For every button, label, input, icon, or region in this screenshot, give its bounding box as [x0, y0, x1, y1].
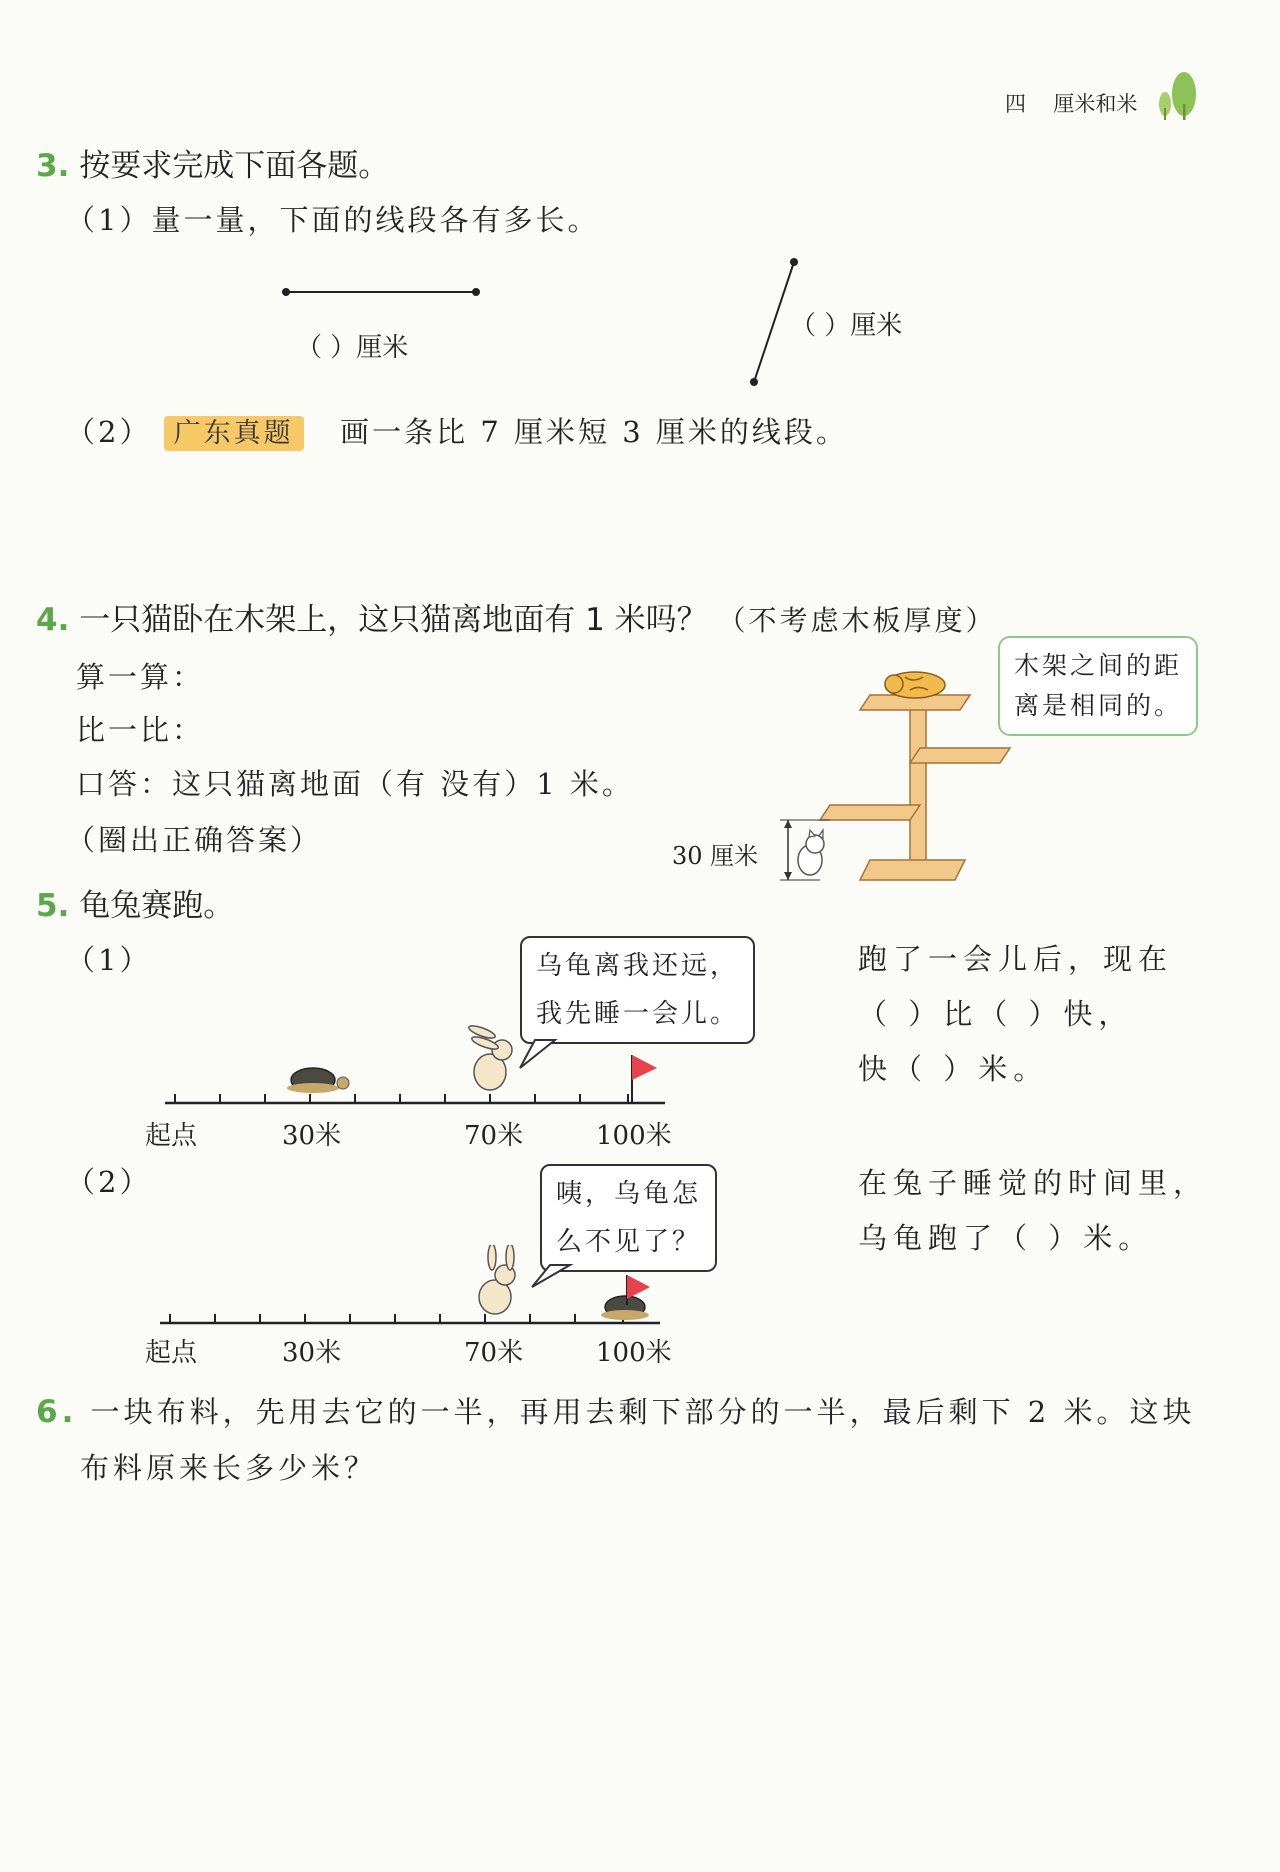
height-label: 30 厘米	[672, 842, 759, 870]
exam-source-tag: 广东真题	[164, 416, 304, 451]
question-3-title	[36, 140, 389, 185]
chapter-title: 厘米和米	[1053, 92, 1138, 116]
q5-part2-line1: 在兔子睡觉的时间里，	[858, 1166, 1209, 1200]
bubble-line-1: 乌龟离我还远，	[536, 951, 740, 981]
q3-part2-prefix: （2）	[66, 415, 152, 449]
question-text: 一块布料，先用去它的一半，再用去剩下部分的一半，最后剩下 2 米。这块	[90, 1395, 1196, 1429]
cat-tree-illustration	[760, 660, 1020, 895]
question-number: 3.	[36, 148, 70, 184]
question-6	[36, 1384, 1195, 1496]
answer-blank-2[interactable]: （ ）厘米	[790, 311, 903, 341]
q5-part1-label: （1）	[66, 943, 152, 977]
q6-line2: 布料原来长多少米？	[80, 1451, 378, 1485]
question-text: 一只猫卧在木架上，这只猫离地面有 1 米吗？	[79, 602, 708, 638]
q5-part2-question	[858, 1156, 1208, 1266]
q4-compare-label: 比一比：	[76, 713, 205, 747]
tree-icon	[1150, 68, 1200, 122]
hint-line-2: 离是相同的。	[1014, 691, 1183, 720]
question-4-title	[36, 594, 997, 639]
question-note: （不考虑木板厚度）	[717, 604, 997, 637]
axis-label-70: 70米	[464, 1121, 524, 1151]
q4-calc-label: 算一算：	[76, 660, 205, 694]
q6-line1	[36, 1384, 1195, 1440]
axis-label-100: 100米	[596, 1338, 672, 1368]
q3-part1: （1）量一量，下面的线段各有多长。	[66, 203, 600, 237]
question-5-title	[36, 880, 234, 925]
bubble-line-2: 我先睡一会儿。	[536, 999, 740, 1029]
chapter-number: 四	[1005, 92, 1026, 116]
race-track-2	[160, 1245, 690, 1335]
question-text: 按要求完成下面各题。	[79, 148, 390, 184]
q5-part1-line3[interactable]: 快（ ）米。	[858, 1052, 1049, 1086]
line-segment-horizontal	[270, 280, 490, 310]
axis-label-start: 起点	[145, 1338, 198, 1368]
chapter-header	[1005, 88, 1137, 118]
bubble-line-2: 么不见了？	[556, 1227, 702, 1257]
axis-label-100: 100米	[596, 1121, 672, 1151]
q4-answer-line[interactable]: 口答：这只猫离地面（有 没有）1 米。	[76, 767, 634, 801]
axis-label-70: 70米	[464, 1338, 524, 1368]
bubble-line-1: 咦，乌龟怎	[556, 1179, 702, 1209]
q5-part1-question	[858, 932, 1173, 1097]
q5-part2-label: （2）	[66, 1165, 152, 1199]
answer-blank-1[interactable]: （ ）厘米	[296, 333, 409, 363]
question-text: 龟兔赛跑。	[79, 888, 235, 924]
axis-label-30: 30米	[282, 1121, 342, 1151]
cat-tree-hint-bubble	[998, 636, 1198, 736]
race-track-1	[165, 1010, 695, 1120]
question-number: 5.	[36, 888, 70, 924]
q5-part1-line2[interactable]: （ ）比（ ）快，	[858, 997, 1134, 1031]
q5-part2-line2[interactable]: 乌龟跑了（ ）米。	[858, 1221, 1154, 1255]
q3-part2	[66, 410, 848, 451]
q3-part2-text: 画一条比 7 厘米短 3 厘米的线段。	[340, 415, 848, 449]
axis-label-start: 起点	[145, 1121, 198, 1151]
question-number: 6.	[36, 1394, 78, 1430]
axis-label-30: 30米	[282, 1338, 342, 1368]
question-number: 4.	[36, 602, 70, 638]
q4-instruction: （圈出正确答案）	[66, 823, 323, 857]
q5-part1-line1: 跑了一会儿后，现在	[858, 942, 1174, 976]
hint-line-1: 木架之间的距	[1014, 651, 1183, 680]
